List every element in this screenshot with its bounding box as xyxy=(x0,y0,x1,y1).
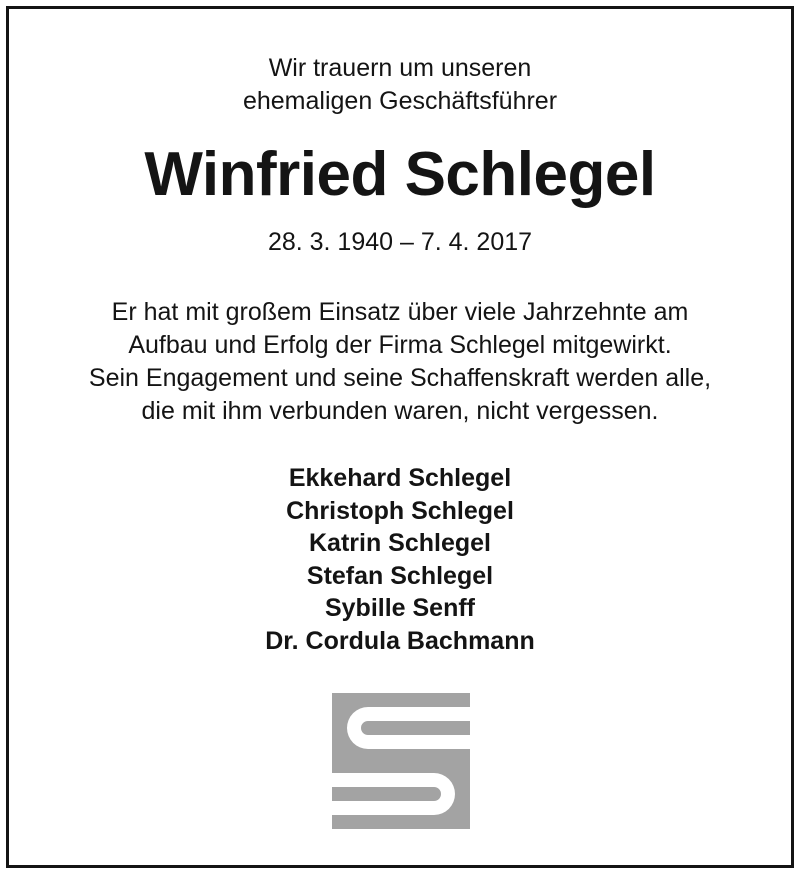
tribute-line: die mit ihm verbunden waren, nicht vergessen. xyxy=(141,397,659,425)
intro-line: ehemaligen Geschäftsführer xyxy=(242,87,558,115)
tribute-line: Aufbau und Erfolg der Firma Schlegel mitgewirkt. xyxy=(128,331,672,359)
mourner-name: Christoph Schlegel xyxy=(286,496,514,525)
intro-text xyxy=(0,52,800,118)
mourner-name: Sybille Senff xyxy=(324,594,476,622)
tribute-line: Er hat mit großem Einsatz über viele Jahrzehnte am xyxy=(111,298,689,326)
tribute-line: Sein Engagement und seine Schaffenskraft werden alle, xyxy=(88,364,712,392)
mourner-name: Stefan Schlegel xyxy=(306,561,494,590)
schlegel-s-logo-icon xyxy=(332,693,470,829)
intro-line: Wir trauern um unseren xyxy=(268,54,532,82)
mourner-name: Katrin Schlegel xyxy=(309,529,491,557)
mourner-name: Ekkehard Schlegel xyxy=(288,464,512,492)
deceased-name: Winfried Schlegel xyxy=(144,140,656,209)
mourners-list xyxy=(0,462,800,657)
mourner-name: Dr. Cordula Bachmann xyxy=(265,626,535,655)
tribute-text xyxy=(0,296,800,428)
life-dates: 28. 3. 1940 – 7. 4. 2017 xyxy=(267,228,533,256)
